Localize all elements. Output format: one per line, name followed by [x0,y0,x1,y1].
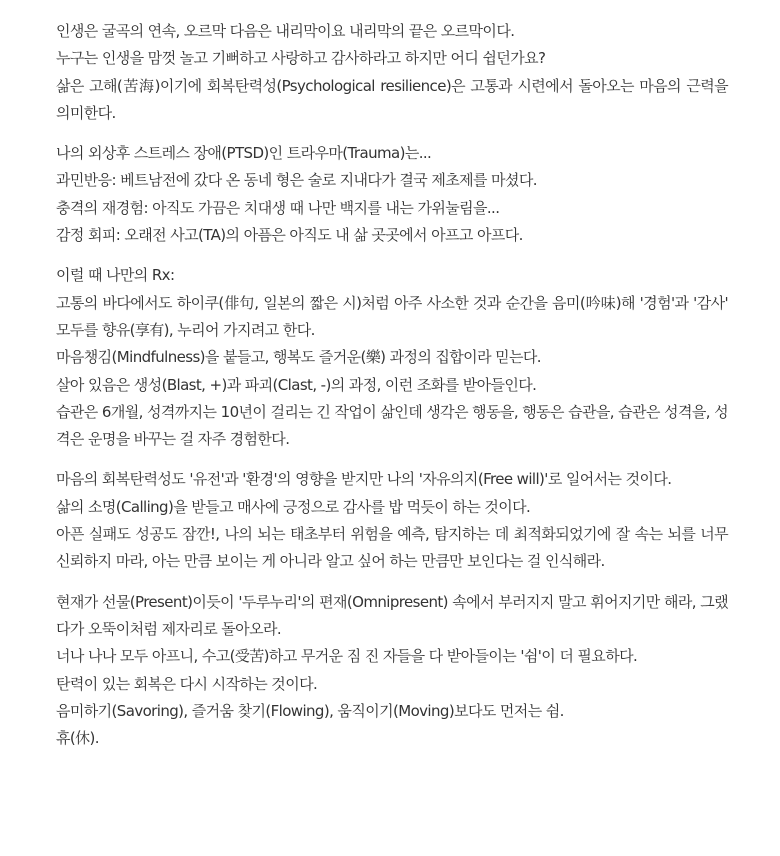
paragraph-trauma [56,140,728,249]
text-line: 음미하기(Savoring), 즐거움 찾기(Flowing), 움직이기(Moving)보다도 먼저는 쉼. [56,701,564,720]
paragraph-intro [56,18,728,127]
text-line: 현재가 선물(Present)이듯이 '두루누리'의 편재(Omnipresent) 속에서 부러지지 말고 휘어지기만 해라, 그랬다가 오뚝이처럼 제자리로 돌아오라. [56,592,728,638]
paragraph-rx [56,262,728,453]
paragraph-resilience [56,466,728,575]
text-line: 살아 있음은 생성(Blast, +)과 파괴(Clast, -)의 과정, 이런 조화를 받아들인다. [56,375,537,394]
text-line: 아픈 실패도 성공도 잠깐!, 나의 뇌는 태초부터 위험을 예측, 탐지하는 데 최적화되었기에 잘 속는 뇌를 너무 신뢰하지 마라, 아는 만큼 보이는 게 아니라 알고 싶어 하는 만큼만 보인다는 걸 인식해라. [56,525,728,571]
text-line: 나의 외상후 스트레스 장애(PTSD)인 트라우마(Trauma)는... [56,144,432,163]
text-line: 감정 회피: 오래전 사고(TA)의 아픔은 아직도 내 삶 곳곳에서 아프고 아프다. [56,226,523,245]
paragraph-present [56,589,728,753]
text-line: 너나 나나 모두 아프니, 수고(受苦)하고 무거운 짐 진 자들을 다 받아들이는 '쉼'이 더 필요하다. [56,647,638,666]
article-body [56,18,728,752]
text-line: 마음의 회복탄력성도 '유전'과 '환경'의 영향을 받지만 나의 '자유의지(Free will)'로 일어서는 것이다. [56,470,672,489]
text-line: 누구는 인생을 맘껏 놀고 기뻐하고 사랑하고 감사하라고 하지만 어디 쉽던가요? [56,49,546,68]
text-line: 습관은 6개월, 성격까지는 10년이 걸리는 긴 작업이 삶인데 생각은 행동을, 행동은 습관을, 습관은 성격을, 성격은 운명을 바꾸는 걸 자주 경험한다. [56,402,728,449]
text-line: 탄력이 있는 회복은 다시 시작하는 것이다. [56,674,318,693]
text-line: 삶의 소명(Calling)을 받들고 매사에 긍정으로 감사를 밥 먹듯이 하는 것이다. [56,497,531,516]
text-line: 삶은 고해(苦海)이기에 회복탄력성(Psychological resilience)은 고통과 시련에서 돌아오는 마음의 근력을 의미한다. [56,76,728,122]
text-line: 고통의 바다에서도 하이쿠(俳句, 일본의 짧은 시)처럼 아주 사소한 것과 순간을 음미(吟味)해 '경험'과 '감사' 모두를 향유(享有), 누리어 가지려고 한다. [56,293,728,339]
text-line: 과민반응: 베트남전에 갔다 온 동네 형은 술로 지내다가 결국 제초제를 마셨다. [56,171,537,190]
text-line: 충격의 재경험: 아직도 가끔은 치대생 때 나만 백지를 내는 가위눌림을... [56,198,500,217]
text-line: 이럴 때 나만의 Rx: [56,266,175,285]
text-line: 휴(休). [56,729,99,748]
text-line: 마음챙김(Mindfulness)을 붙들고, 행복도 즐거운(樂) 과정의 집합이라 믿는다. [56,348,541,367]
text-line: 인생은 굴곡의 연속, 오르막 다음은 내리막이요 내리막의 끝은 오르막이다. [56,22,515,40]
